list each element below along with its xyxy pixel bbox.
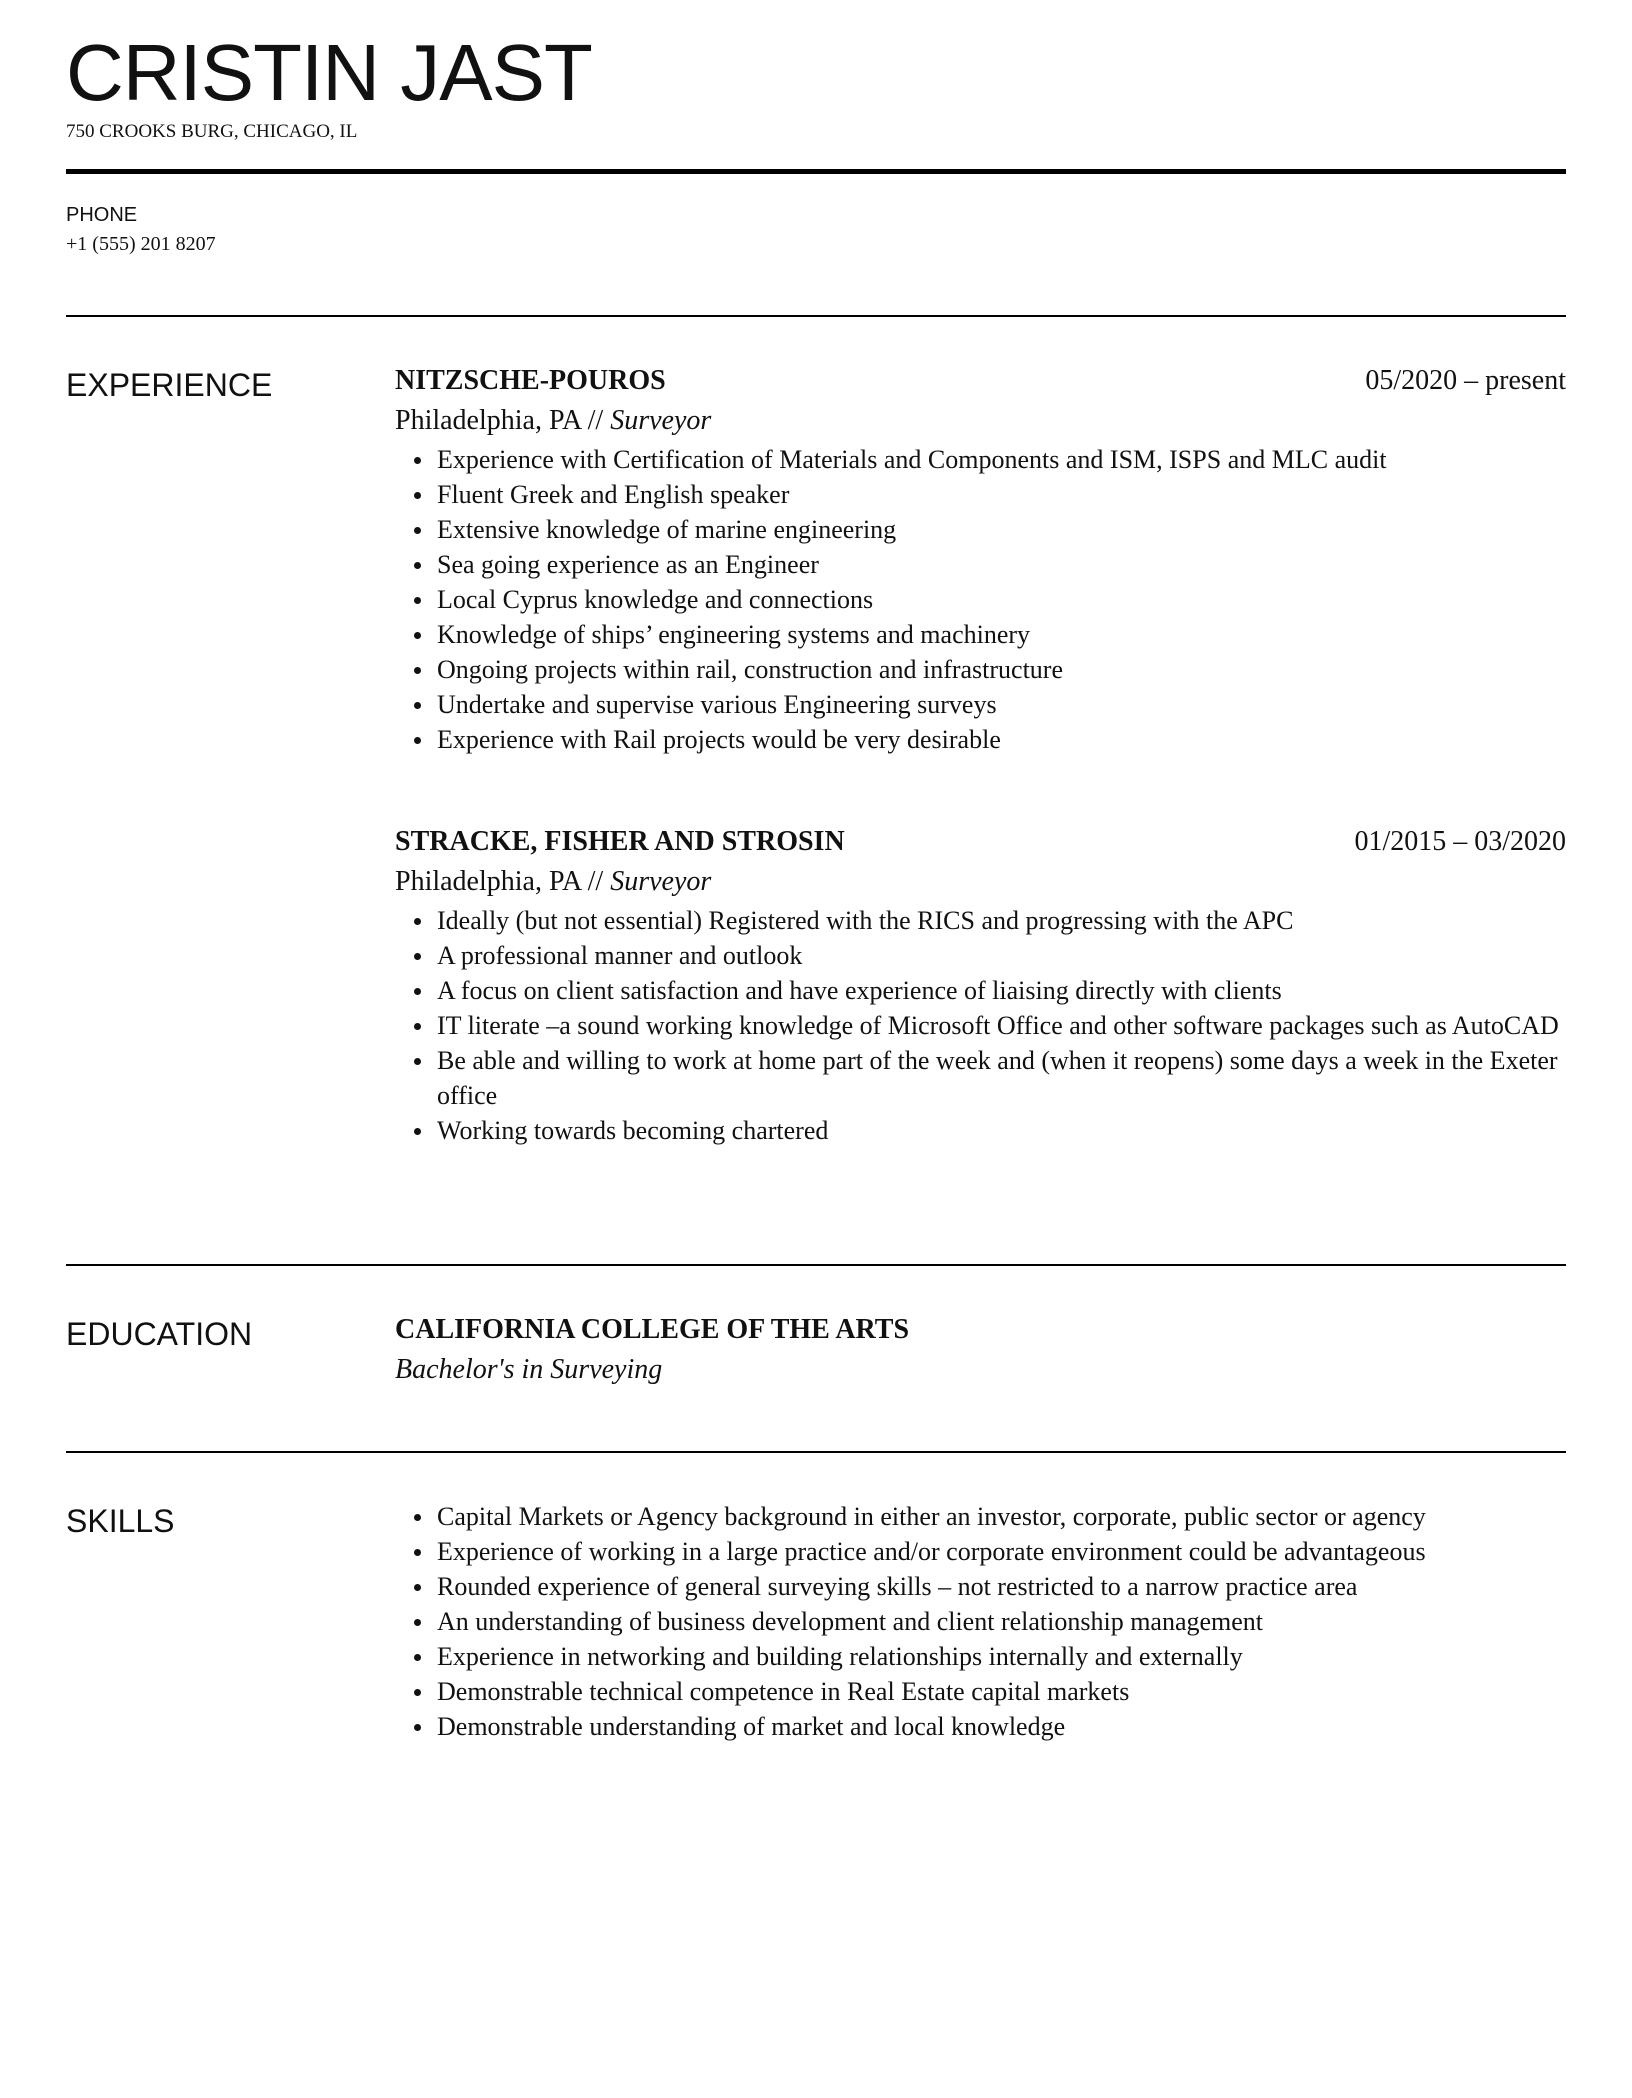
skills-title: SKILLS [66, 1503, 175, 1539]
list-item: A professional manner and outlook [395, 938, 1566, 973]
job-location: Philadelphia, PA // [395, 405, 604, 436]
job-subline [395, 863, 1566, 903]
list-item: Experience with Rail projects would be very desirable [395, 722, 1566, 757]
list-item: Local Cyprus knowledge and connections [395, 582, 1566, 617]
job-dates: 01/2015 – 03/2020 [1354, 826, 1566, 857]
list-item: A focus on client satisfaction and have experience of liaising directly with clients [395, 973, 1566, 1008]
candidate-name: CRISTIN JAST [66, 28, 592, 117]
list-item: IT literate –a sound working knowledge of Microsoft Office and other software packages such as AutoCAD [395, 1008, 1566, 1043]
list-item: Be able and willing to work at home part of the week and (when it reopens) some days a week in the Exeter office [395, 1043, 1566, 1113]
list-item: Knowledge of ships’ engineering systems and machinery [395, 617, 1566, 652]
list-item: Demonstrable understanding of market and local knowledge [395, 1709, 1566, 1744]
list-item: Sea going experience as an Engineer [395, 547, 1566, 582]
list-item: An understanding of business development and client relationship management [395, 1604, 1566, 1639]
list-item: Undertake and supervise various Engineering surveys [395, 687, 1566, 722]
phone-value: +1 (555) 201 8207 [66, 233, 216, 255]
education-section [395, 1311, 1566, 1389]
list-item: Rounded experience of general surveying skills – not restricted to a narrow practice area [395, 1569, 1566, 1604]
list-item: Extensive knowledge of marine engineering [395, 512, 1566, 547]
education-title: EDUCATION [66, 1316, 253, 1352]
section-divider [66, 1264, 1566, 1266]
experience-title: EXPERIENCE [66, 367, 273, 403]
job-subline [395, 402, 1566, 442]
list-item: Fluent Greek and English speaker [395, 477, 1566, 512]
list-item: Capital Markets or Agency background in either an investor, corporate, public sector or agency [395, 1499, 1566, 1534]
list-item: Working towards becoming chartered [395, 1113, 1566, 1148]
job-role: Surveyor [610, 866, 712, 897]
school-name: CALIFORNIA COLLEGE OF THE ARTS [395, 1314, 910, 1345]
job-company: NITZSCHE-POUROS [395, 365, 666, 396]
job-header [395, 362, 1566, 402]
phone-label: PHONE [66, 204, 138, 226]
skills-section [395, 1499, 1566, 1744]
list-item: Experience with Certification of Materials and Components and ISM, ISPS and MLC audit [395, 442, 1566, 477]
job-role: Surveyor [610, 405, 712, 436]
list-item: Ongoing projects within rail, construction and infrastructure [395, 652, 1566, 687]
job-entry [395, 823, 1566, 1148]
candidate-address: 750 CROOKS BURG, CHICAGO, IL [66, 121, 358, 142]
job-entry [395, 362, 1566, 757]
job-location: Philadelphia, PA // [395, 866, 604, 897]
header-divider [66, 169, 1566, 174]
list-item: Experience in networking and building relationships internally and externally [395, 1639, 1566, 1674]
list-item: Demonstrable technical competence in Real Estate capital markets [395, 1674, 1566, 1709]
education-header [395, 1311, 1566, 1351]
list-item: Experience of working in a large practice and/or corporate environment could be advantageous [395, 1534, 1566, 1569]
job-bullets [395, 442, 1566, 757]
section-divider [66, 1451, 1566, 1453]
list-item: Ideally (but not essential) Registered with the RICS and progressing with the APC [395, 903, 1566, 938]
job-dates: 05/2020 – present [1365, 365, 1566, 396]
section-divider [66, 315, 1566, 317]
experience-section [395, 362, 1566, 1148]
job-header [395, 823, 1566, 863]
degree: Bachelor's in Surveying [395, 1354, 663, 1385]
job-bullets [395, 903, 1566, 1148]
skills-list [395, 1499, 1566, 1744]
job-company: STRACKE, FISHER AND STROSIN [395, 826, 845, 857]
